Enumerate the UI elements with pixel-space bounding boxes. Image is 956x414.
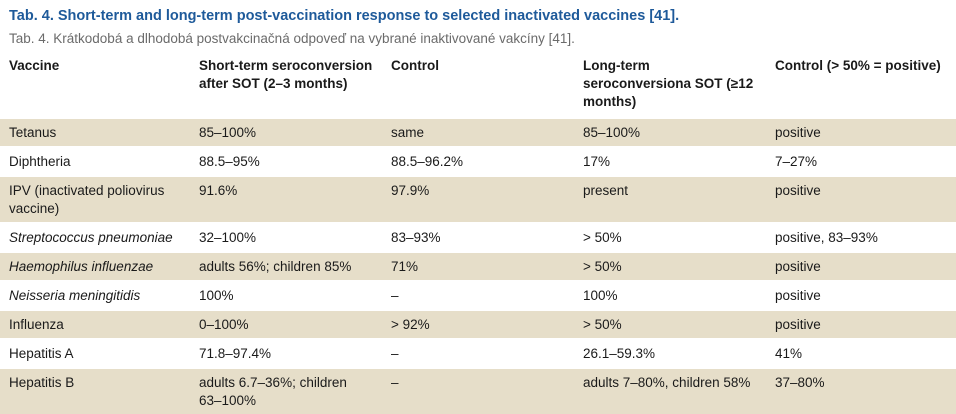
cell-control-short: 83–93% — [391, 230, 441, 245]
cell-long-term: present — [583, 183, 629, 198]
table-row — [0, 368, 956, 414]
cell-control-long: 37–80% — [775, 375, 825, 390]
cell-control-short: – — [391, 288, 399, 303]
header-control-long: Control (> 50% = positive) — [775, 58, 941, 73]
cell-short-term: 0–100% — [199, 317, 249, 332]
cell-long-term: 26.1–59.3% — [583, 346, 656, 361]
cell-vaccine: Tetanus — [9, 125, 57, 140]
table-title: Tab. 4. Short-term and long-term post-vaccination response to selected inactivated vaccines [41]. — [9, 8, 680, 24]
table-row — [0, 118, 956, 147]
cell-control-short: same — [391, 125, 425, 140]
cell-short-term: 85–100% — [199, 125, 257, 140]
cell-control-long: positive — [775, 183, 821, 198]
cell-vaccine: Neisseria meningitidis — [9, 288, 141, 303]
cell-short-term: 91.6% — [199, 183, 238, 198]
table-subtitle: Tab. 4. Krátkodobá a dlhodobá postvakcinačná odpoveď na vybrané inaktivované vakcíny [41]. — [9, 31, 575, 46]
cell-short-term: 100% — [199, 288, 234, 303]
table-row — [0, 223, 956, 252]
table-row — [0, 176, 956, 223]
cell-long-term: 100% — [583, 288, 618, 303]
cell-control-long: positive — [775, 317, 821, 332]
header-control-short: Control — [391, 58, 439, 73]
cell-control-long: positive, 83–93% — [775, 230, 878, 245]
cell-short-term: 71.8–97.4% — [199, 346, 272, 361]
cell-control-short: – — [391, 346, 399, 361]
vaccine-response-table — [0, 51, 956, 414]
cell-vaccine: Diphtheria — [9, 154, 71, 169]
cell-long-term: > 50% — [583, 259, 622, 274]
cell-control-short: 88.5–96.2% — [391, 154, 464, 169]
cell-long-term: adults 7–80%, children 58% — [583, 375, 751, 390]
cell-control-long: positive — [775, 288, 821, 303]
cell-vaccine: IPV (inactivated poliovirus vaccine) — [9, 183, 165, 216]
cell-short-term: 32–100% — [199, 230, 257, 245]
cell-short-term: adults 6.7–36%; children 63–100% — [199, 375, 347, 408]
header-vaccine: Vaccine — [9, 58, 60, 73]
header-row — [0, 51, 956, 118]
header-short-term: Short-term seroconversion after SOT (2–3 months) — [199, 58, 373, 91]
cell-long-term: > 50% — [583, 230, 622, 245]
cell-vaccine: Hepatitis A — [9, 346, 74, 361]
table-row — [0, 310, 956, 339]
cell-long-term: 85–100% — [583, 125, 641, 140]
cell-control-long: 7–27% — [775, 154, 818, 169]
cell-vaccine: Haemophilus influenzae — [9, 259, 154, 274]
cell-short-term: 88.5–95% — [199, 154, 260, 169]
cell-vaccine: Influenza — [9, 317, 64, 332]
cell-control-long: 41% — [775, 346, 803, 361]
cell-control-short: – — [391, 375, 399, 390]
table-row — [0, 281, 956, 310]
header-long-term: Long-term seroconversiona SOT (≥12 months) — [583, 58, 754, 109]
table-row — [0, 252, 956, 281]
cell-long-term: > 50% — [583, 317, 622, 332]
cell-control-short: > 92% — [391, 317, 430, 332]
cell-vaccine: Streptococcus pneumoniae — [9, 230, 173, 245]
cell-long-term: 17% — [583, 154, 611, 169]
cell-control-short: 97.9% — [391, 183, 430, 198]
cell-vaccine: Hepatitis B — [9, 375, 75, 390]
cell-control-long: positive — [775, 125, 821, 140]
cell-control-long: positive — [775, 259, 821, 274]
table-row — [0, 147, 956, 176]
cell-control-short: 71% — [391, 259, 419, 274]
table-row — [0, 339, 956, 368]
cell-short-term: adults 56%; children 85% — [199, 259, 352, 274]
